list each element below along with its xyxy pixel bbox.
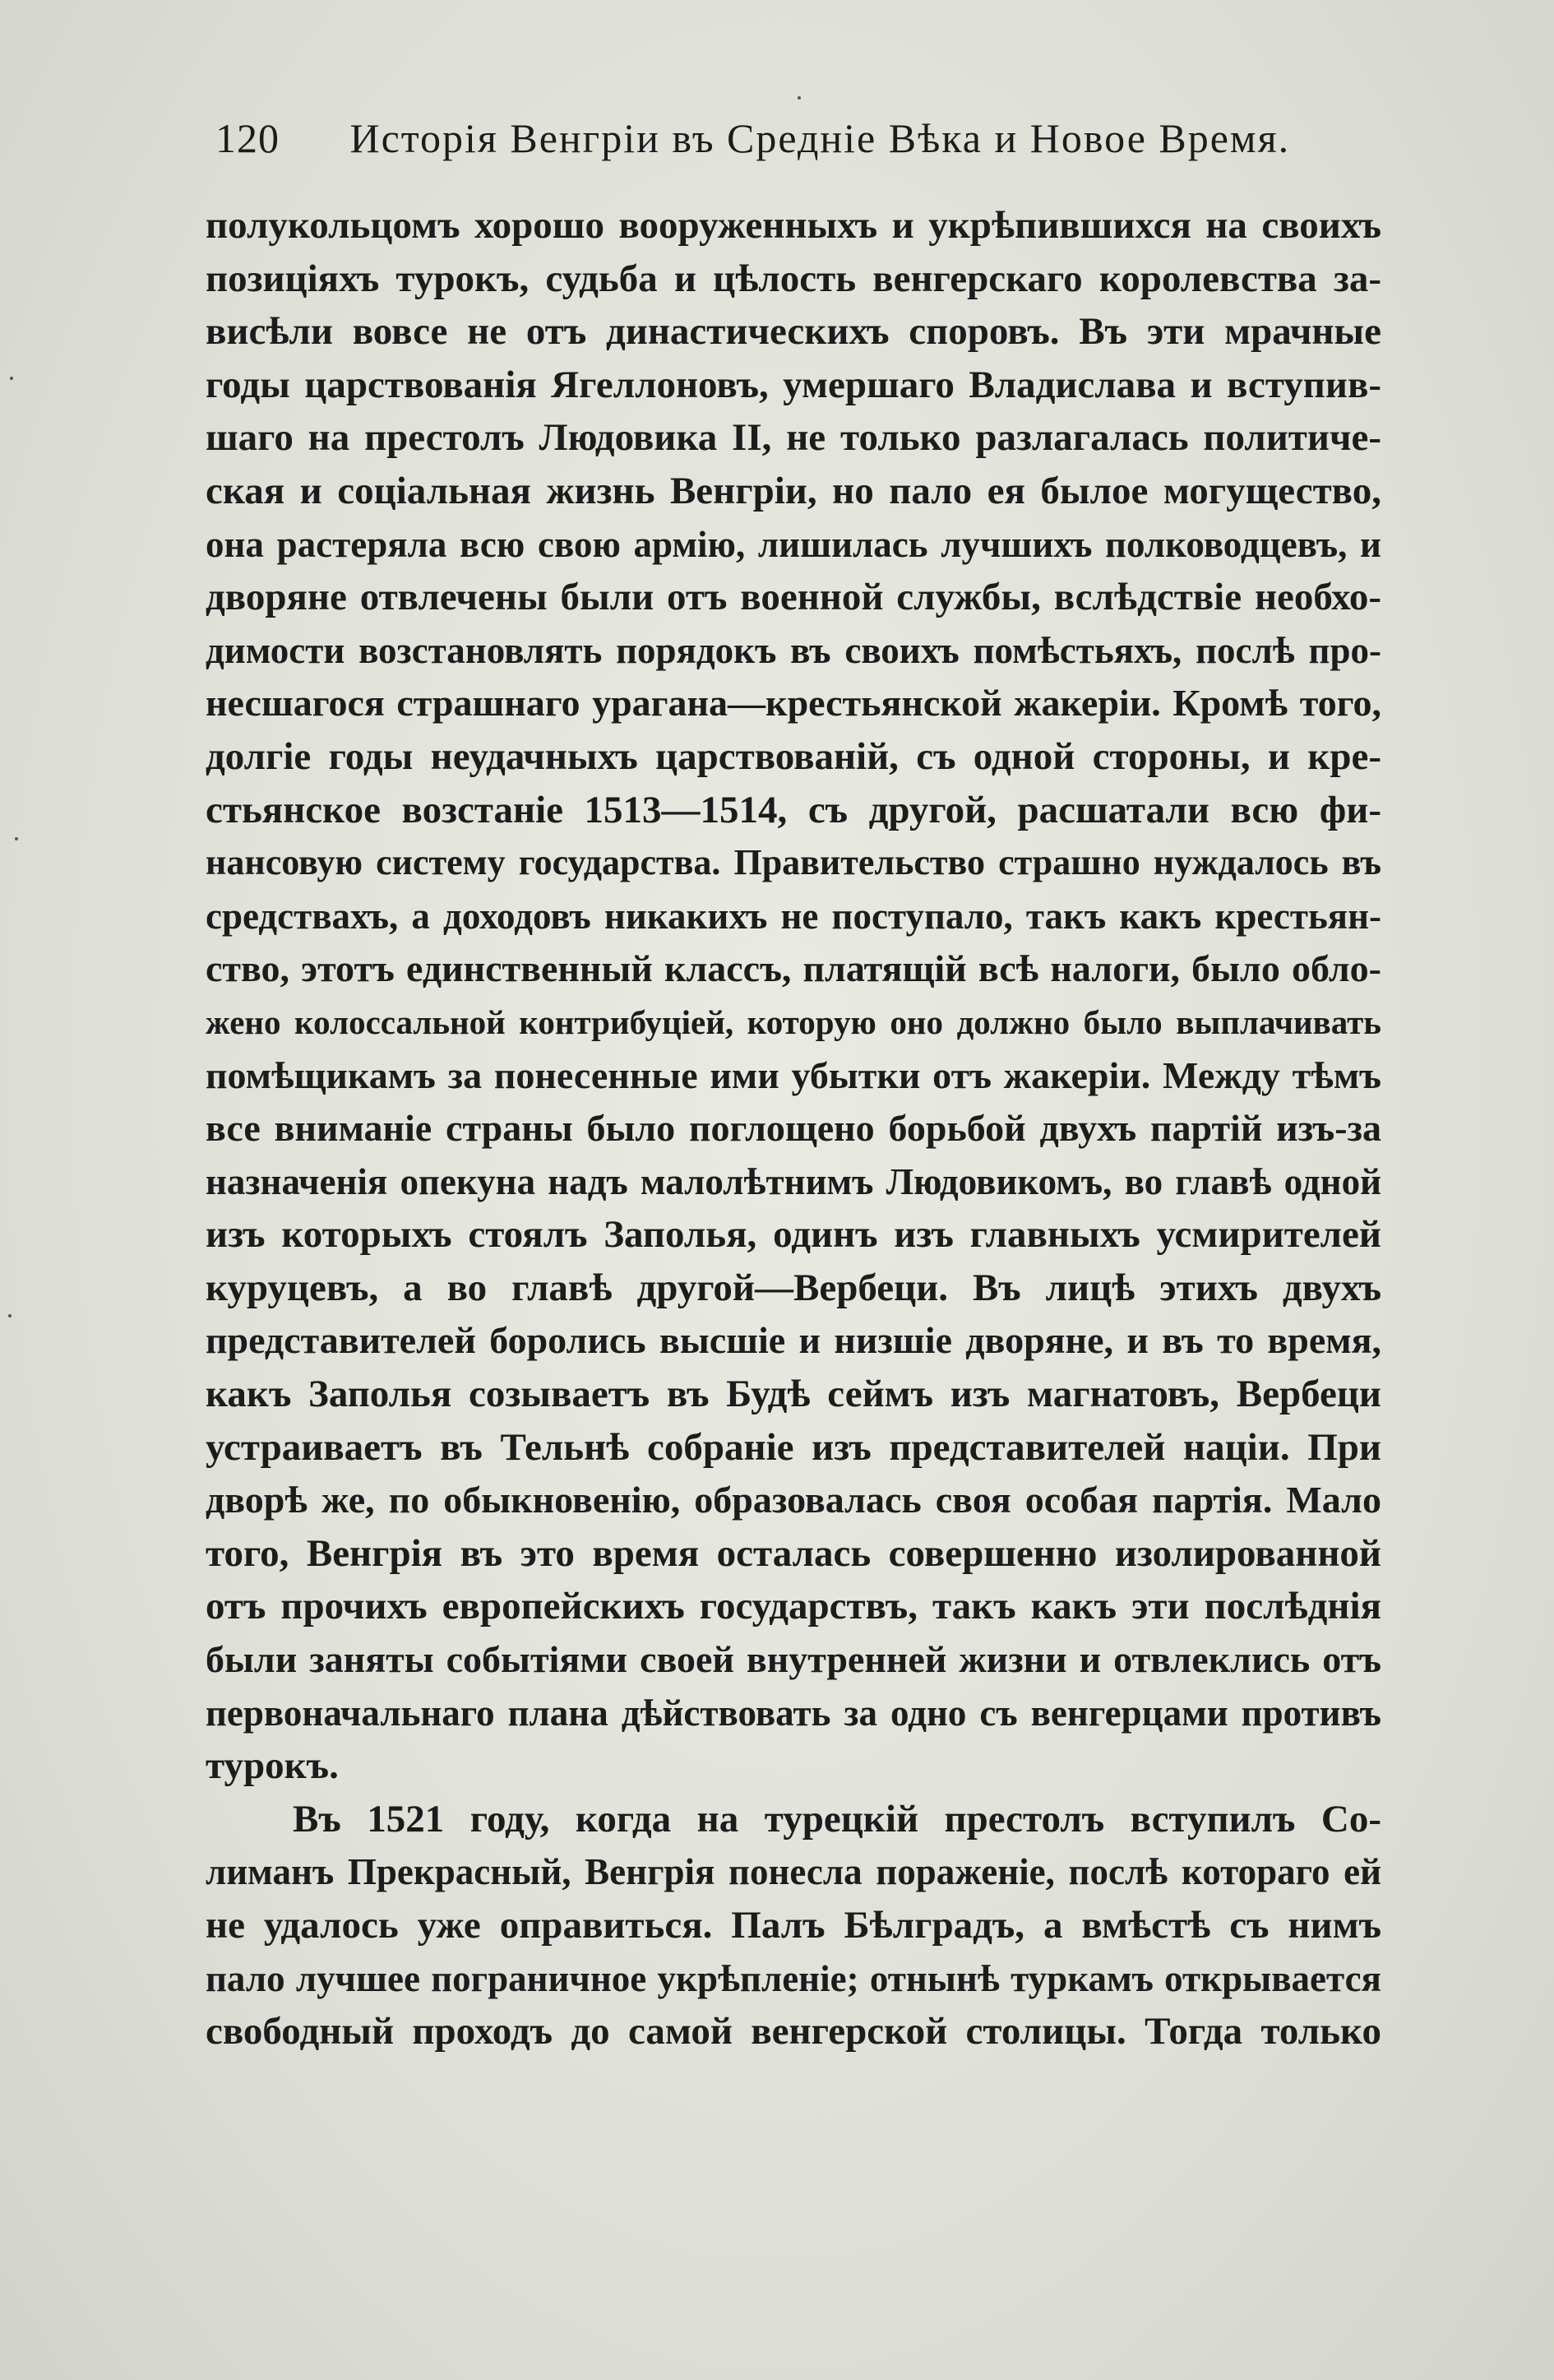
text-line: средствахъ, а доходовъ никакихъ не поступало, такъ какъ крестьян- [206, 895, 1381, 937]
text-line: дворѣ же, по обыкновенію, образовалась своя особая партія. Мало [206, 1479, 1381, 1521]
page-speck [8, 1314, 12, 1317]
text-line: висѣли вовсе не отъ династическихъ споровъ. Въ эти мрачные [206, 310, 1381, 354]
text-line: димости возстановлять порядокъ въ своихъ помѣстьяхъ, послѣ про- [206, 629, 1381, 671]
running-header [215, 105, 1383, 171]
text-line: дворяне отвлечены были отъ военной службы, вслѣдствіе необхо- [206, 576, 1381, 619]
text-line: не удалось уже оправиться. Палъ Бѣлградъ, а вмѣстѣ съ нимъ [206, 1904, 1381, 1947]
text-line: устраиваетъ въ Тельнѣ собраніе изъ представителей націи. При [206, 1425, 1381, 1469]
text-line: полукольцомъ хорошо вооруженныхъ и укрѣпившихся на своихъ [206, 204, 1381, 247]
text-line: лиманъ Прекрасный, Венгрія понесла пораженіе, послѣ котораго ей [206, 1851, 1381, 1893]
text-line: назначенія опекуна надъ малолѣтнимъ Людовикомъ, во главѣ одной [206, 1160, 1381, 1202]
paragraph-end-line: турокъ. [206, 1744, 339, 1788]
text-line: позиціяхъ турокъ, судьба и цѣлость венгерскаго королевства за- [206, 257, 1381, 300]
text-line: были заняты событіями своей внутренней жизни и отвлеклись отъ [206, 1638, 1381, 1681]
text-line: какъ Заполья созываетъ въ Будѣ сеймъ изъ магнатовъ, Вербеци [206, 1373, 1381, 1416]
body-text [206, 199, 1381, 2058]
text-line: долгіе годы неудачныхъ царствованій, съ одной стороны, и кре- [206, 734, 1381, 778]
text-line: представителей боролись высшіе и низшіе дворяне, и въ то время, [206, 1319, 1381, 1362]
text-line: пало лучшее пограничное укрѣпленіе; отнынѣ туркамъ открывается [206, 1957, 1381, 1999]
page-number: 120 [215, 115, 280, 161]
text-line: изъ которыхъ стоялъ Заполья, одинъ изъ главныхъ усмирителей [206, 1213, 1381, 1257]
text-line: того, Венгрія въ это время осталась совершенно изолированной [206, 1531, 1381, 1575]
text-line: куруцевъ, а во главѣ другой—Вербеци. Въ лицѣ этихъ двухъ [206, 1266, 1381, 1309]
text-line: ство, этотъ единственный классъ, платящій всѣ налоги, было обло- [206, 947, 1381, 990]
text-line: нансовую систему государства. Правительство страшно нуждалось въ [206, 842, 1381, 883]
text-line: стьянское возстаніе 1513—1514, съ другой, расшатали всю фи- [206, 788, 1381, 831]
page-speck [15, 837, 18, 840]
text-line: первоначальнаго плана дѣйствовать за одно съ венгерцами противъ [206, 1692, 1381, 1734]
page-speck [798, 96, 801, 100]
text-line: она растеряла всю свою армію, лишилась лучшихъ полководцевъ, и [206, 523, 1381, 565]
text-line: отъ прочихъ европейскихъ государствъ, такъ какъ эти послѣднія [206, 1585, 1381, 1628]
text-line: ская и соціальная жизнь Венгріи, но пало ея былое могущество, [206, 469, 1381, 512]
text-line: все вниманіе страны было поглощено борьбой двухъ партій изъ-за [206, 1107, 1381, 1150]
text-line: свободный проходъ до самой венгерской столицы. Тогда только [206, 2010, 1381, 2054]
text-line: жено колоссальной контрибуціей, которую оно должно было выплачивать [206, 1002, 1381, 1041]
text-line: помѣщикамъ за понесенные ими убытки отъ жакеріи. Между тѣмъ [206, 1053, 1381, 1096]
text-line: годы царствованія Ягеллоновъ, умершаго Владислава и вступив- [206, 363, 1381, 406]
paragraph-start-line: Въ 1521 году, когда на турецкій престолъ вступилъ Со- [293, 1797, 1381, 1841]
text-line: шаго на престолъ Людовика II, не только разлагалась политиче- [206, 416, 1381, 460]
running-title: Исторія Венгріи въ Средніе Вѣка и Новое Время. [349, 115, 1291, 161]
text-line: несшагося страшнаго урагана—крестьянской жакеріи. Кромѣ того, [206, 682, 1381, 725]
page-speck [10, 377, 13, 380]
